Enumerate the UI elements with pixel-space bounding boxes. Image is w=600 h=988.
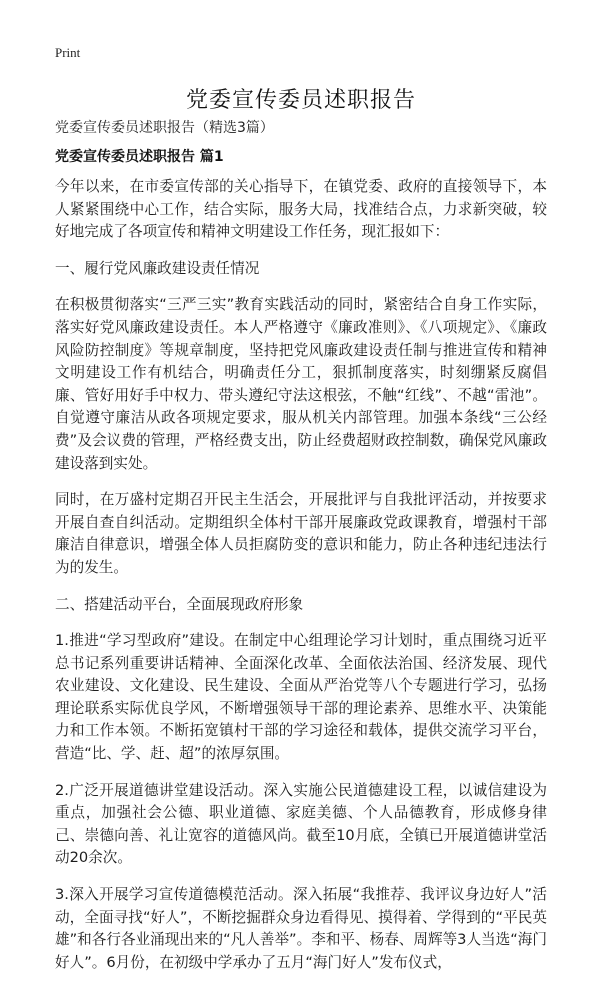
paragraph-moral-models: 3.深入开展学习宣传道德模范活动。深入拓展“我推荐、我评议身边好人”活动，全面寻找“好人”，不断挖掘群众身边看得见、摸得着、学得到的“平民英雄”和各行各业涌现出来的“凡人善举”。李和平、杨春、周辉等3人当选“海门好人”。6月份，在初级中学承办了五月“海门好人”发布仪式， [55, 886, 547, 971]
document-subtitle: 党委宣传委员述职报告（精选3篇） [55, 120, 274, 136]
paragraph-self-criticism: 同时，在万盛村定期召开民主生活会，开展批评与自我批评活动，并按要求开展自查自纠活动。定期组织全体村干部开展廉政党政课教育，增强村干部廉洁自律意识，增强全体人员拒腐防变的意识和能力，防止各种违纪违法行为的发生。 [55, 491, 547, 576]
document-title: 党委宣传委员述职报告 [185, 88, 416, 113]
print-link[interactable]: Print [55, 45, 81, 60]
paragraph-learning-government: 1.推进“学习型政府”建设。在制定中心组理论学习计划时，重点围绕习近平总书记系列重要讲话精神、全面深化改革、全面依法治国、经济发展、现代农业建设、文化建设、民生建设、全面从严治党等八个专题进行学习，弘扬理论联系实际优良学风，不断增强领导干部的理论素养、思维水平、决策能力和工作本领。不断拓宽镇村干部的学习途径和载体，提供交流学习平台，营造“比、学、赶、超”的浓厚氛围。 [55, 632, 547, 763]
subheading-activity-platform: 二、搭建活动平台，全面展现政府形象 [55, 595, 304, 613]
paragraph-party-conduct: 在积极贯彻落实“三严三实”教育实践活动的同时，紧密结合自身工作实际，落实好党风廉政建设责任。本人严格遵守《廉政准则》、《八项规定》、《廉政风险防控制度》等规章制度，坚持把党风廉政建设责任制与推进宣传和精神文明建设工作有机结合，明确责任分工，狠抓制度落实，时刻绷紧反腐倡廉、管好用好手中权力、带头遵纪守法这根弦，不触“红线”、不越“雷池”。自觉遵守廉洁从政各项规定要求，服从机关内部管理。加强本条线“三公经费”及会议费的管理，严格经费支出，防止经费超财政控制数，确保党风廉政建设落到实处。 [55, 296, 547, 472]
paragraph-moral-lectures: 2.广泛开展道德讲堂建设活动。深入实施公民道德建设工程，以诚信建设为重点，加强社会公德、职业道德、家庭美德、个人品德教育，形成修身律己、崇德向善、礼让宽容的道德风尚。截至10月底，全镇已开展道德讲堂活动20余次。 [55, 781, 547, 867]
section-heading: 党委宣传委员述职报告 篇1 [55, 149, 224, 165]
subheading-party-conduct: 一、履行党风廉政建设责任情况 [55, 259, 260, 277]
document-body [55, 176, 547, 988]
paragraph-intro: 今年以来，在市委宣传部的关心指导下，在镇党委、政府的直接领导下，本人紧紧围绕中心工作，结合实际，服务大局，找准结合点，力求新突破，较好地完成了各项宣传和精神文明建设工作任务，现汇报如下： [55, 178, 547, 241]
